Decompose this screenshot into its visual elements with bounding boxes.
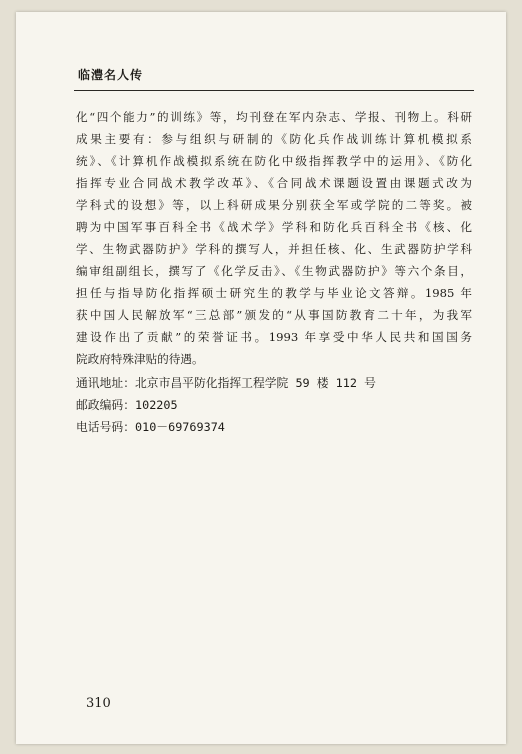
body-line-last: 院政府特殊津贴的待遇。 <box>76 352 204 366</box>
body-line: 学科式的设想》等，以上科研成果分别获全军或学院的二等奖。被 <box>76 198 472 212</box>
book-page <box>16 12 506 744</box>
body-line: 化“四个能力”的训练》等，均刊登在军内杂志、学报、刊物上。科研 <box>76 110 472 124</box>
page-number: 310 <box>86 696 111 711</box>
contact-phone: 电话号码：010－69769374 <box>76 420 225 434</box>
contact-postal-code: 邮政编码：102205 <box>76 398 178 412</box>
body-line: 指挥专业合同战术教学改革》、《合同战术课题设置由课题式改为 <box>76 176 472 190</box>
body-line: 学、生物武器防护》学科的撰写人，并担任核、化、生武器防护学科 <box>76 242 472 256</box>
running-head: 临澧名人传 <box>78 68 144 82</box>
contact-address: 通讯地址：北京市昌平防化指挥工程学院 59 楼 112 号 <box>76 376 376 390</box>
contact-info <box>76 372 476 438</box>
body-line: 成果主要有：参与组织与研制的《防化兵作战训练计算机模拟系 <box>76 132 472 146</box>
body-line: 担任与指导防化指挥硕士研究生的教学与毕业论文答辩。1985 年 <box>76 286 472 300</box>
body-line: 获中国人民解放军“三总部”颁发的“从事国防教育二十年，为我军 <box>76 308 472 322</box>
body-line: 统》、《计算机作战模拟系统在防化中级指挥教学中的运用》、《防化 <box>76 154 472 168</box>
body-line: 聘为中国军事百科全书《战术学》学科和防化兵百科全书《核、化 <box>76 220 472 234</box>
body-line: 建设作出了贡献”的荣誉证书。1993 年享受中华人民共和国国务 <box>76 330 472 344</box>
body-line: 编审组副组长，撰写了《化学反击》、《生物武器防护》等六个条目， <box>76 264 472 278</box>
body-text <box>76 106 472 370</box>
header-rule <box>74 90 474 91</box>
